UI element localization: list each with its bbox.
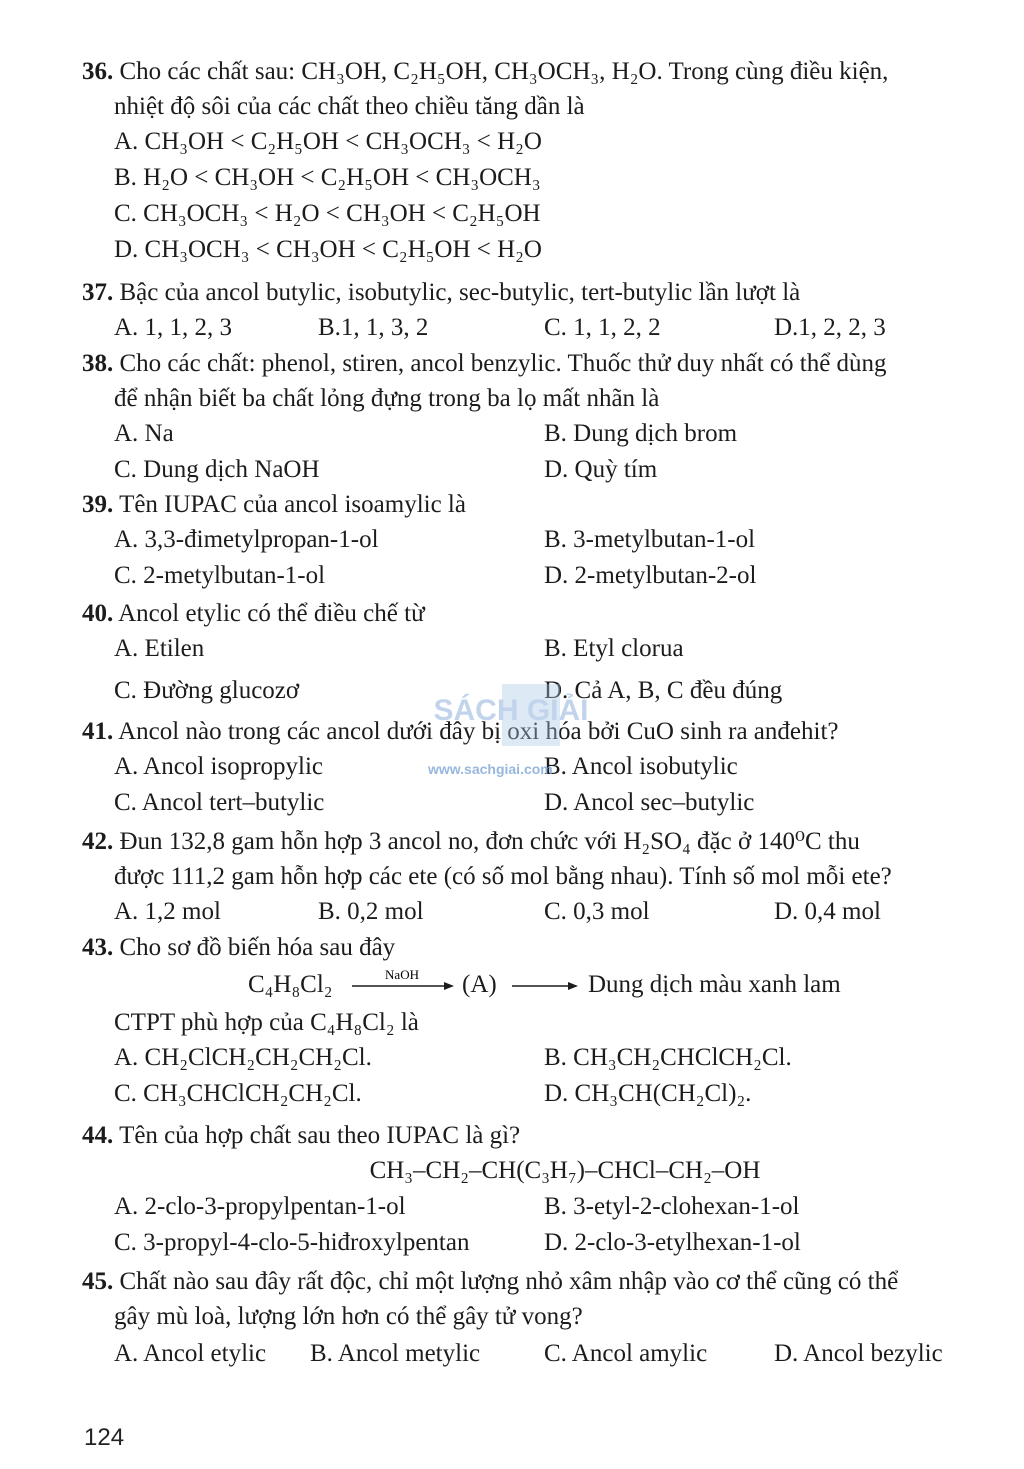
arrow-reagent-label: NaOH <box>385 967 419 982</box>
option-d: D. Cả A, B, C đều đúng <box>544 677 783 704</box>
option-a: A. CH₂ClCH₂CH₂CH₂Cl. <box>114 1044 372 1071</box>
option-a: A. 3,3-đimetylpropan-1-ol <box>114 526 379 553</box>
stem-line-2: để nhận biết ba chất lỏng đựng trong ba lọ mất nhãn là <box>114 385 660 412</box>
option-c: C. Ancol amylic <box>544 1340 708 1367</box>
option-b: B. 3-metylbutan-1-ol <box>544 526 756 553</box>
option-c: C. 3-propyl-4-clo-5-hiđroxylpentan <box>114 1229 470 1256</box>
stem-line-1: Ancol nào trong các ancol dưới đây bị oxi hóa bởi CuO sinh ra anđehit? <box>118 718 839 745</box>
question-38 <box>82 346 1008 488</box>
question-stem <box>82 1118 1008 1153</box>
option-d: D. CH₃OCH₃ < CH₃OH < C₂H₅OH < H₂O <box>114 236 542 263</box>
question-stem <box>82 930 1008 965</box>
question-44 <box>82 1118 1008 1261</box>
stem-line-2: nhiệt độ sôi của các chất theo chiều tăng dần là <box>114 93 585 120</box>
option-a: A. Na <box>114 420 174 447</box>
reaction-scheme <box>82 965 1008 1005</box>
option-c: C. Đường glucozơ <box>114 677 300 704</box>
stem-line-1: Bậc của ancol butylic, isobutylic, sec-butylic, tert-butylic lần lượt là <box>119 279 801 306</box>
reaction-arrow-icon <box>350 965 456 1003</box>
reaction-arrow-icon <box>510 965 580 1003</box>
question-40 <box>82 596 1008 711</box>
option-b: B. 3-etyl-2-clohexan-1-ol <box>544 1193 800 1220</box>
question-number: 37. <box>82 279 114 306</box>
option-d: D. 0,4 mol <box>774 898 881 925</box>
option-d: D. CH₃CH(CH₂Cl)₂. <box>544 1080 752 1107</box>
option-a: A. Etilen <box>114 635 205 662</box>
question-substem <box>82 1005 1008 1040</box>
stem-line-1: Cho các chất: phenol, stiren, ancol benzylic. Thuốc thử duy nhất có thể dùng <box>119 350 887 377</box>
question-stem <box>82 714 1008 749</box>
question-number: 41. <box>82 718 114 745</box>
option-d: D. Ancol sec–butylic <box>544 789 755 816</box>
scheme-product: Dung dịch màu xanh lam <box>588 971 841 998</box>
stem-line-1: Ancol etylic có thể điều chế từ <box>118 600 425 627</box>
question-stem <box>82 596 1008 631</box>
option-b: B.1, 1, 3, 2 <box>318 314 429 341</box>
question-number: 43. <box>82 934 114 961</box>
question-42 <box>82 824 1008 930</box>
question-number: 36. <box>82 58 114 85</box>
option-a: A. Ancol etylic <box>114 1340 267 1367</box>
scheme-start-compound: C₄H₈Cl₂ <box>248 971 333 998</box>
question-45 <box>82 1264 1008 1372</box>
option-d: D. Ancol bezylic <box>774 1340 943 1367</box>
question-36 <box>82 54 1008 268</box>
option-b: B. H₂O < CH₃OH < C₂H₅OH < CH₃OCH₃ <box>114 164 541 191</box>
question-39 <box>82 487 1008 594</box>
stem-line-1: Cho các chất sau: CH₃OH, C₂H₅OH, CH₃OCH₃, H₂O. Trong cùng điều kiện, <box>119 58 889 85</box>
watermark-logo-text: SÁCH GIẢI <box>433 694 589 727</box>
option-d: D. Quỳ tím <box>544 456 658 483</box>
structural-formula: CH₃–CH₂–CH(C₃H₇)–CHCl–CH₂–OH <box>369 1157 761 1184</box>
option-a: A. CH₃OH < C₂H₅OH < CH₃OCH₃ < H₂O <box>114 128 542 155</box>
scheme-intermediate: (A) <box>462 971 497 998</box>
option-c: C. 2-metylbutan-1-ol <box>114 562 326 589</box>
stem-line-1: Cho sơ đồ biến hóa sau đây <box>119 934 396 961</box>
question-number: 45. <box>82 1268 114 1295</box>
option-d: D. 2-metylbutan-2-ol <box>544 562 757 589</box>
question-43 <box>82 930 1008 1112</box>
question-37 <box>82 275 1008 346</box>
option-b: B. Ancol isobutylic <box>544 753 738 780</box>
watermark-url: www.sachgiai.com <box>428 761 553 777</box>
option-b: B. Ancol metylic <box>310 1340 481 1367</box>
question-number: 44. <box>82 1122 114 1149</box>
question-stem <box>82 54 1008 124</box>
question-stem <box>82 487 1008 522</box>
option-b: B. 0,2 mol <box>318 898 424 925</box>
option-a: A. Ancol isopropylic <box>114 753 324 780</box>
question-stem <box>82 346 1008 416</box>
option-a: A. 1,2 mol <box>114 898 221 925</box>
option-c: C. Ancol tert–butylic <box>114 789 325 816</box>
option-a: A. 1, 1, 2, 3 <box>114 314 233 341</box>
option-c: C. CH₃OCH₃ < H₂O < CH₃OH < C₂H₅OH <box>114 200 541 227</box>
stem-line-1: Tên của hợp chất sau theo IUPAC là gì? <box>119 1122 521 1149</box>
question-number: 42. <box>82 828 114 855</box>
option-c: C. CH₃CHClCH₂CH₂Cl. <box>114 1080 362 1107</box>
option-b: B. Etyl clorua <box>544 635 684 662</box>
stem-line-1: Đun 132,8 gam hỗn hợp 3 ancol no, đơn chức với H₂SO₄ đặc ở 140⁰C thu <box>119 828 860 855</box>
question-number: 40. <box>82 600 114 627</box>
option-b: B. CH₃CH₂CHClCH₂Cl. <box>544 1044 792 1071</box>
page-number: 124 <box>84 1424 125 1451</box>
option-d: D. 2-clo-3-etylhexan-1-ol <box>544 1229 801 1256</box>
stem-line-2: gây mù loà, lượng lớn hơn có thể gây tử vong? <box>114 1303 583 1330</box>
question-stem <box>82 275 1008 310</box>
option-a: A. 2-clo-3-propylpentan-1-ol <box>114 1193 406 1220</box>
option-c: C. Dung dịch NaOH <box>114 456 320 483</box>
question-number: 39. <box>82 491 114 518</box>
stem-line-2: được 111,2 gam hỗn hợp các ete (có số mol bằng nhau). Tính số mol mỗi ete? <box>114 863 892 890</box>
question-stem <box>82 824 1008 894</box>
question-number: 38. <box>82 350 114 377</box>
question-stem <box>82 1264 1008 1334</box>
option-d: D.1, 2, 2, 3 <box>774 314 886 341</box>
option-c: C. 0,3 mol <box>544 898 650 925</box>
option-b: B. Dung dịch brom <box>544 420 738 447</box>
stem-line-1: Chất nào sau đây rất độc, chỉ một lượng nhỏ xâm nhập vào cơ thể cũng có thể <box>119 1268 899 1295</box>
option-c: C. 1, 1, 2, 2 <box>544 314 661 341</box>
stem-line-1: Tên IUPAC của ancol isoamylic là <box>119 491 466 518</box>
stem-line-2: CTPT phù hợp của C₄H₈Cl₂ là <box>114 1009 419 1036</box>
